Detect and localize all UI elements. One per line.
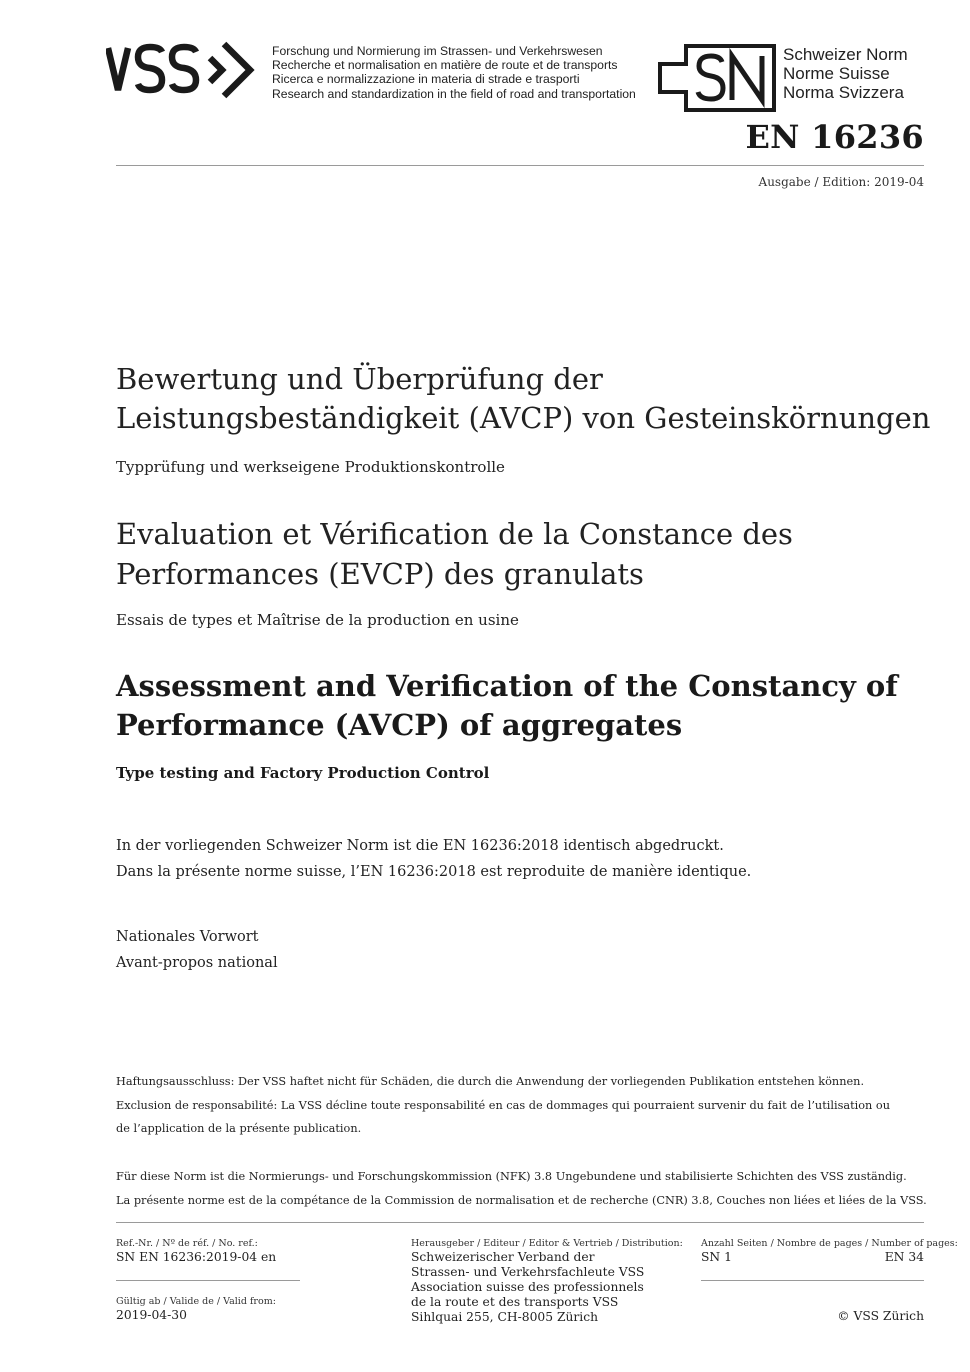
valid-from-label: Gültig ab / Valide de / Valid from: — [116, 1296, 276, 1307]
publisher-line: Schweizerischer Verband der — [411, 1250, 595, 1264]
page-count-divider — [701, 1280, 924, 1281]
subtitle-english: Type testing and Factory Production Control — [116, 764, 490, 782]
title-french: Evaluation et Vérification de la Constance des Performances (EVCP) des granulats — [116, 517, 793, 591]
org-line-fr: Recherche et normalisation en matière de route et de transports — [272, 58, 618, 73]
page-count-sn: SN 1 — [701, 1250, 732, 1264]
sn-logo — [656, 44, 778, 112]
footer-divider — [116, 1222, 924, 1223]
publisher-line: de la route et des transports VSS — [411, 1294, 619, 1309]
edition-date: Ausgabe / Edition: 2019-04 — [758, 175, 924, 189]
committee-german: Für diese Norm ist die Normierungs- und Forschungskommission (NFK) 3.8 Ungebundene und stabilisierte Schichten des VSS zuständig. — [116, 1170, 907, 1183]
sn-line-fr: Norme Suisse — [783, 64, 890, 83]
swiss-norm-label — [783, 45, 908, 102]
sn-line-de: Schweizer Norm — [783, 45, 908, 64]
national-foreword-french: Avant-propos national — [116, 955, 278, 971]
organization-description — [272, 44, 636, 101]
publisher-line: Strassen- und Verkehrsfachleute VSS — [411, 1264, 645, 1279]
committee-french: La présente norme est de la compétance de la Commission de normalisation et de recherche (CNR) 3.8, Couches non liées et liées de la VSS. — [116, 1194, 927, 1207]
org-line-it: Ricerca e normalizzazione in materia di strade e trasporti — [272, 72, 580, 87]
page-count-en: EN 34 — [884, 1250, 924, 1264]
vss-logo — [106, 40, 266, 102]
national-foreword-german: Nationales Vorwort — [116, 929, 259, 945]
page-count-label: Anzahl Seiten / Nombre de pages / Number of pages: — [701, 1238, 958, 1249]
publisher-line: Sihlquai 255, CH-8005 Zürich — [411, 1309, 599, 1324]
disclaimer-german: Haftungsausschluss: Der VSS haftet nicht für Schäden, die durch die Anwendung der vorliegenden Publikation entstehen können. — [116, 1075, 865, 1088]
header-divider — [116, 165, 924, 166]
reference-number: SN EN 16236:2019-04 en — [116, 1250, 277, 1264]
copyright: © VSS Zürich — [837, 1309, 924, 1323]
identical-note-german: In der vorliegenden Schweizer Norm ist die EN 16236:2018 identisch abgedruckt. — [116, 838, 724, 854]
org-line-de: Forschung und Normierung im Strassen- und Verkehrswesen — [272, 44, 603, 58]
title-german: Bewertung und Überprüfung der Leistungsbeständigkeit (AVCP) von Gesteinskörnungen — [116, 362, 931, 435]
sn-line-it: Norma Svizzera — [783, 83, 904, 102]
publisher-label: Herausgeber / Editeur / Editor & Vertrieb / Distribution: — [411, 1238, 683, 1249]
standard-number: EN 16236 — [745, 118, 924, 156]
subtitle-french: Essais de types et Maîtrise de la production en usine — [116, 611, 519, 629]
identical-note-french: Dans la présente norme suisse, l’EN 16236:2018 est reproduite de manière identique. — [116, 864, 752, 880]
reference-label: Ref.-Nr. / Nº de réf. / No. ref.: — [116, 1238, 258, 1249]
disclaimer-french-line1: Exclusion de responsabilité: La VSS décline toute responsabilité en cas de dommages qui pourraient survenir du fait de l’utilisation ou — [116, 1099, 891, 1112]
valid-from-date: 2019-04-30 — [116, 1308, 187, 1322]
subtitle-german: Typprüfung und werkseigene Produktionskontrolle — [116, 458, 505, 476]
reference-divider — [116, 1280, 300, 1281]
publisher-address — [411, 1250, 644, 1325]
disclaimer-french-line2: de l’application de la présente publication. — [116, 1122, 362, 1135]
publisher-line: Association suisse des professionnels — [411, 1279, 644, 1294]
org-line-en: Research and standardization in the field of road and transportation — [272, 86, 636, 101]
title-english: Assessment and Verification of the Constancy of Performance (AVCP) of aggregates — [116, 669, 898, 742]
